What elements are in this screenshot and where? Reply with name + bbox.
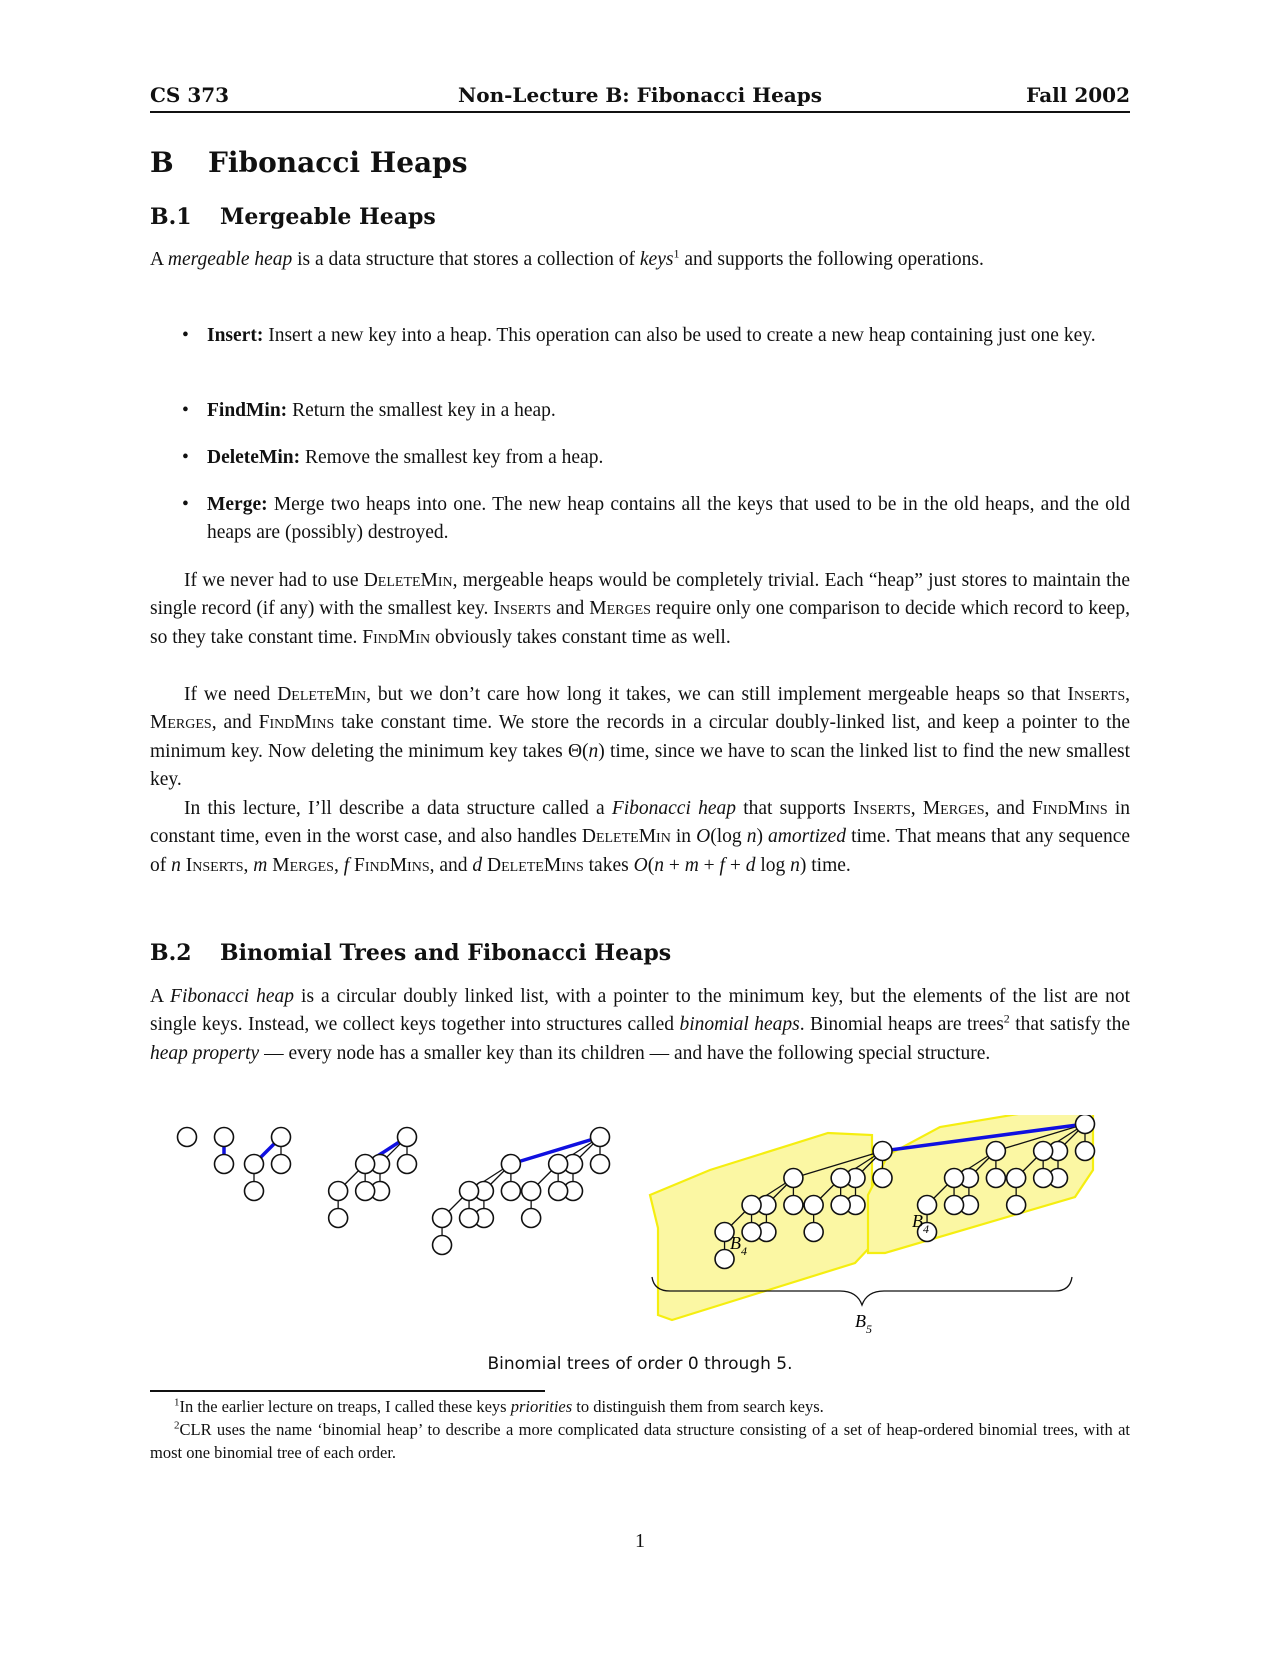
text: (log xyxy=(710,826,747,848)
tree-node xyxy=(245,1155,264,1174)
tree-node xyxy=(945,1169,964,1188)
tree-node xyxy=(945,1196,964,1215)
tree-node xyxy=(1076,1142,1095,1161)
footnote-mark: 1 xyxy=(174,1396,180,1409)
tree-node xyxy=(433,1236,452,1255)
term-binomial-heaps: binomial heaps xyxy=(679,1014,800,1036)
term-amortized: amortized xyxy=(768,826,847,848)
tree-node xyxy=(501,1155,520,1174)
section-title: Binomial Trees and Fibonacci Heaps xyxy=(220,940,672,966)
tree-node xyxy=(460,1182,479,1201)
tree-node xyxy=(549,1155,568,1174)
footnote-mark: 2 xyxy=(174,1419,180,1432)
bullet-term: FindMin: xyxy=(207,400,288,421)
bullet-text: Remove the smallest key from a heap. xyxy=(300,447,604,468)
tree-node xyxy=(591,1155,610,1174)
term-mergeable-heap: mergeable heap xyxy=(167,249,293,270)
op-merges: Merges xyxy=(150,712,212,734)
tree-node xyxy=(272,1128,291,1147)
bullet-text: Merge two heaps into one. The new heap contains all the keys that used to be in the old heaps, and the old heaps are (possibly) destroyed. xyxy=(207,494,1130,544)
text: in xyxy=(670,826,697,848)
tree-node xyxy=(784,1196,803,1215)
text: obviously takes constant time as well. xyxy=(430,626,731,648)
intro-paragraph xyxy=(150,246,1130,274)
tree-node xyxy=(356,1182,375,1201)
section-number: B.2 xyxy=(150,940,192,966)
footnote-2 xyxy=(150,1418,1130,1464)
section-heading-b2 xyxy=(150,940,671,966)
tree-node xyxy=(549,1182,568,1201)
text: CLR uses the name ‘binomial heap’ to describe a more complicated data structure consisting of a set of heap-ordered binomial trees, with at most one binomial tree of each order. xyxy=(150,1420,1130,1462)
text: and supports the following operations. xyxy=(679,249,984,270)
tree-node xyxy=(1007,1169,1026,1188)
op-deletemin: DeleteMin xyxy=(581,826,671,848)
text: . Binomial heaps are trees xyxy=(799,1014,1004,1036)
text: In the earlier lecture on treaps, I called these keys xyxy=(179,1397,511,1416)
op-merges: Merges xyxy=(272,854,334,876)
text: A xyxy=(150,986,171,1007)
tree-node xyxy=(460,1209,479,1228)
tree-node xyxy=(522,1182,541,1201)
text: is a circular doubly linked list, with a pointer to the minimum key, but the elements of the list are not single keys. Instead, we collect keys together into structures called xyxy=(150,986,1130,1036)
text: ) time, since we have to scan the linked list to find the new smallest key. xyxy=(150,740,1130,791)
label-b4-left: $B_4$ xyxy=(730,1233,747,1258)
bullet-findmin xyxy=(182,397,1130,425)
text: , xyxy=(910,798,923,819)
text: log xyxy=(755,854,791,876)
tree-node xyxy=(1034,1142,1053,1161)
op-deletemins: DeleteMins xyxy=(487,854,584,876)
tree-node xyxy=(215,1155,234,1174)
text: in constant time, even in the worst case, and also handles xyxy=(150,798,1131,848)
tree-node xyxy=(272,1155,291,1174)
chapter-title xyxy=(150,146,468,179)
op-inserts: Inserts xyxy=(493,598,552,620)
text: , xyxy=(333,854,344,876)
text: In this lecture, I’ll describe a data structure called a xyxy=(184,798,612,819)
op-merges: Merges xyxy=(922,798,985,819)
text: that supports xyxy=(736,798,853,819)
bullet-icon: • xyxy=(182,400,189,421)
bullet-text: Return the smallest key in a heap. xyxy=(287,400,556,421)
term-fibonacci-heap: Fibonacci heap xyxy=(611,798,736,819)
bullet-icon: • xyxy=(182,325,189,346)
text: ( xyxy=(647,854,655,876)
tree-node xyxy=(804,1196,823,1215)
op-inserts: Inserts xyxy=(185,854,244,876)
text: , and xyxy=(984,798,1032,819)
math-var: d xyxy=(745,854,756,876)
bullet-text: Insert a new key into a heap. This operation can also be used to create a new heap containing just one key. xyxy=(263,325,1096,346)
text: , but we don’t care how long it takes, we can still implement mergeable heaps so that xyxy=(366,684,1068,705)
bullet-icon: • xyxy=(182,494,189,515)
text: and xyxy=(551,598,590,620)
header-term: Fall 2002 xyxy=(1026,83,1130,107)
text: A xyxy=(150,249,168,270)
paragraph-linked-list xyxy=(150,681,1130,795)
text: — every node has a smaller key than its children — and have the following special structure. xyxy=(259,1042,991,1064)
tree-node xyxy=(986,1142,1005,1161)
text: + xyxy=(698,854,720,876)
tree-node xyxy=(215,1128,234,1147)
op-findmins: FindMins xyxy=(353,854,430,876)
bullet-term: DeleteMin: xyxy=(207,447,301,468)
footnote-1 xyxy=(150,1395,1130,1418)
running-header xyxy=(150,83,1130,111)
text: is a data structure that stores a collection of xyxy=(292,249,640,270)
tree-node xyxy=(831,1169,850,1188)
chapter-title-text: Fibonacci Heaps xyxy=(208,146,468,179)
text: , xyxy=(1125,684,1130,705)
tree-node xyxy=(245,1182,264,1201)
math-var: O xyxy=(633,854,648,876)
tree-node xyxy=(591,1128,610,1147)
tree-node xyxy=(873,1169,892,1188)
header-course: CS 373 xyxy=(150,83,230,107)
figure-caption: Binomial trees of order 0 through 5. xyxy=(487,1354,793,1374)
op-merges: Merges xyxy=(589,598,651,620)
op-findmin: FindMin xyxy=(362,626,431,648)
math-var: n xyxy=(171,854,181,876)
tree-node xyxy=(433,1209,452,1228)
text: , and xyxy=(211,712,259,734)
text: that satisfy the xyxy=(1009,1014,1130,1036)
text: , and xyxy=(429,854,473,876)
tree-node xyxy=(742,1223,761,1242)
math-var: n xyxy=(790,854,800,876)
tree-node xyxy=(1076,1115,1095,1134)
section-number: B.1 xyxy=(150,204,192,230)
section-heading-b1 xyxy=(150,204,436,230)
tree-node xyxy=(804,1223,823,1242)
op-deletemin: DeleteMin xyxy=(277,684,367,705)
section-title: Mergeable Heaps xyxy=(220,204,436,230)
text: , xyxy=(243,854,254,876)
highlight-layer xyxy=(650,1115,1093,1320)
text: If we need xyxy=(184,684,278,705)
paragraph-fibonacci-intro xyxy=(150,795,1130,880)
term-heap-property: heap property xyxy=(150,1042,260,1064)
text: If we never had to use xyxy=(184,570,364,591)
math-var: m xyxy=(684,854,699,876)
op-findmins: FindMins xyxy=(1032,798,1108,819)
bullet-insert xyxy=(182,322,1130,350)
bullet-term: Insert: xyxy=(207,325,264,346)
label-b5: $B_5$ xyxy=(855,1311,872,1336)
text: to distinguish them from search keys. xyxy=(572,1397,824,1416)
tree-node xyxy=(522,1209,541,1228)
tree-node xyxy=(1034,1169,1053,1188)
math-var: n xyxy=(654,854,664,876)
footnote-rule xyxy=(150,1390,545,1392)
term-keys: keys xyxy=(639,249,674,270)
binomial-trees-figure xyxy=(150,1115,1130,1350)
op-inserts: Inserts xyxy=(1067,684,1126,705)
paragraph-trivial xyxy=(150,567,1130,652)
text: + xyxy=(724,854,746,876)
tree-node xyxy=(178,1128,197,1147)
text: + xyxy=(663,854,685,876)
math-var: n xyxy=(746,826,757,848)
text: ) xyxy=(756,826,769,848)
math-var: d xyxy=(472,854,483,876)
text: ) time. xyxy=(799,854,851,876)
header-rule xyxy=(150,111,1130,113)
label-b4-right: $B_4$ xyxy=(912,1211,929,1236)
bullet-icon: • xyxy=(182,447,189,468)
tree-node xyxy=(398,1155,417,1174)
math-var: O xyxy=(696,826,711,848)
bullet-term: Merge: xyxy=(207,494,268,515)
op-inserts: Inserts xyxy=(852,798,911,819)
math-var: n xyxy=(588,740,599,762)
tree-node xyxy=(831,1196,850,1215)
term-priorities: priorities xyxy=(510,1397,573,1416)
tree-node xyxy=(329,1182,348,1201)
tree-node xyxy=(742,1196,761,1215)
paragraph-fibonacci-definition xyxy=(150,983,1130,1068)
bullet-deletemin xyxy=(182,444,1130,472)
term-fibonacci-heap: Fibonacci heap xyxy=(170,986,295,1007)
op-findmins: FindMins xyxy=(258,712,335,734)
tree-node xyxy=(1007,1196,1026,1215)
text: takes xyxy=(583,854,634,876)
tree-node xyxy=(873,1142,892,1161)
text: , mergeable heaps would be completely trivial. Each “heap” just stores to maintain the single record (if any) with the smallest key. xyxy=(150,570,1130,620)
tree-node xyxy=(501,1182,520,1201)
bullet-merge xyxy=(182,491,1130,548)
page-number: 1 xyxy=(635,1530,645,1552)
footnote-ref-2[interactable]: 2 xyxy=(1003,1011,1010,1026)
header-title: Non-Lecture B: Fibonacci Heaps xyxy=(457,83,823,107)
tree-node xyxy=(329,1209,348,1228)
text: time. That means that any sequence of xyxy=(150,826,1131,876)
math-var: f xyxy=(343,854,350,876)
op-deletemin: DeleteMin xyxy=(363,570,453,591)
math-var: m xyxy=(253,854,268,876)
text: take constant time. We store the records in a circular doubly-linked list, and keep a pointer to the minimum key. Now deleting the minimum key takes Θ( xyxy=(150,712,1130,762)
binomial-trees-svg xyxy=(150,1115,1130,1350)
tree-node xyxy=(986,1169,1005,1188)
footnote-ref-1[interactable]: 1 xyxy=(673,246,680,261)
text: require only one comparison to decide which record to keep, so they take constant time. xyxy=(150,598,1131,648)
tree-node xyxy=(356,1155,375,1174)
chapter-number: B xyxy=(150,146,174,179)
math-var: f xyxy=(719,854,725,876)
tree-node xyxy=(398,1128,417,1147)
tree-node xyxy=(784,1169,803,1188)
